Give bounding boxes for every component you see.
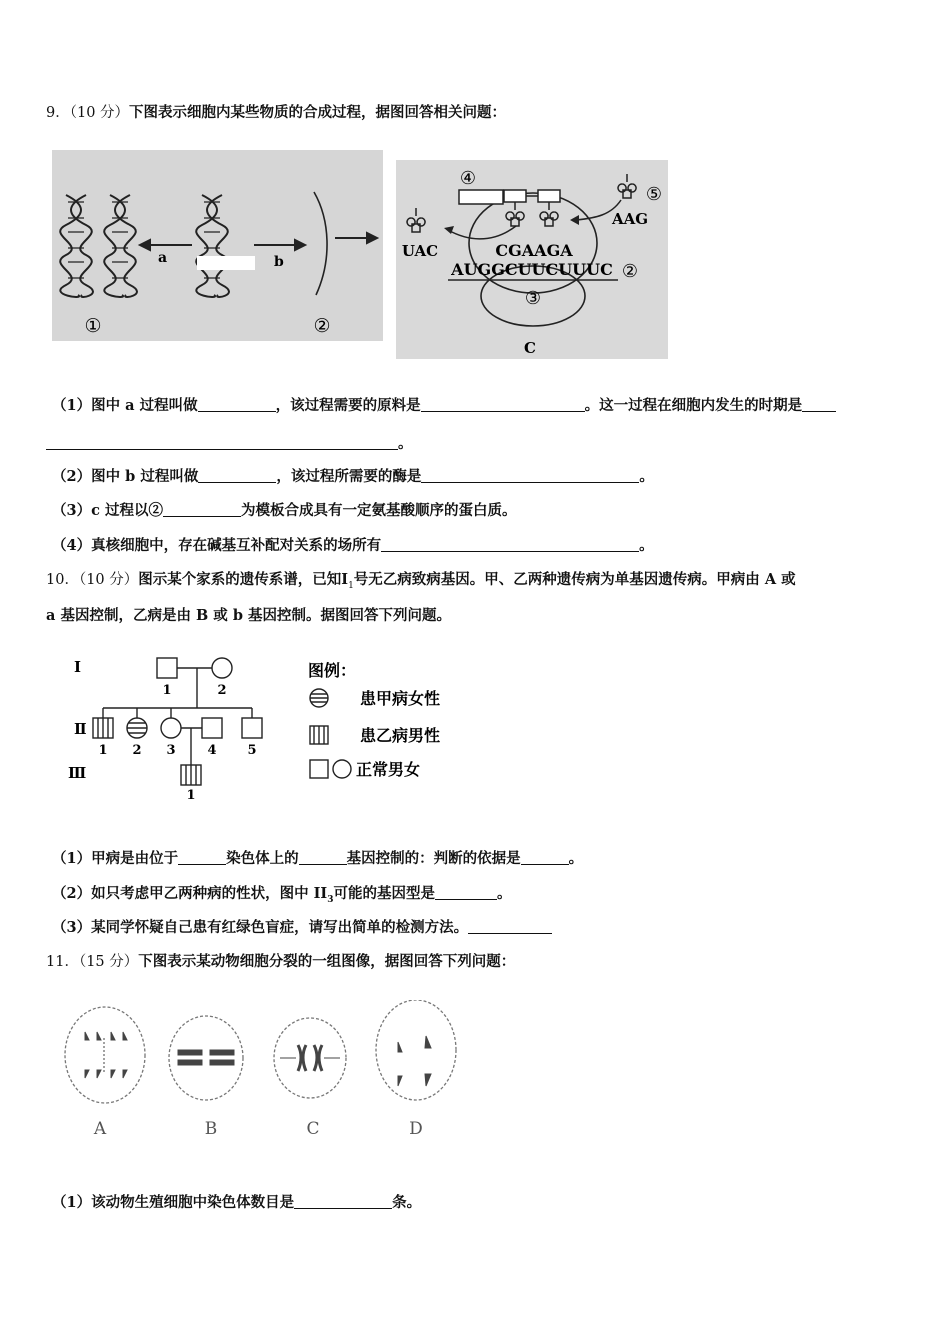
q11-part1 (52, 1193, 421, 1213)
q10-p1-text-b: 染色体上的 (226, 850, 299, 867)
q9-p3-blank[interactable] (163, 502, 241, 517)
q11-p1-text-b: 条。 (392, 1194, 422, 1211)
q10-text-3: a 基因控制，乙病是由 B 或 b 基因控制。据图回答下列问题。 (46, 607, 452, 624)
label-2: ② (313, 315, 331, 337)
q9-p1-blank-3a[interactable] (802, 397, 836, 412)
q9-text: 下图表示细胞内某些物质的合成过程，据图回答相关问题： (129, 104, 507, 121)
q9-part1-line1 (52, 396, 836, 416)
i2-normal-female (212, 658, 232, 678)
q9-p2-end: 。 (639, 468, 654, 485)
q10-p2-text-a: （2）如只考虑甲乙两种病的性状，图中 II (52, 885, 328, 902)
gen-label-3: Ⅲ (68, 764, 87, 782)
cell-label-b: B (204, 1119, 218, 1139)
q10-p3-text-a: （3）某同学怀疑自己患有红绿色盲症，请写出简单的检测方法。 (52, 919, 469, 936)
ii5-label: 5 (247, 743, 257, 758)
q9-p1-blank-2[interactable] (421, 397, 585, 412)
q11-p1-blank[interactable] (294, 1194, 392, 1209)
label-anticodons: CGAAGA (495, 241, 573, 260)
legend-3: 正常男女 (356, 760, 421, 779)
label-2-right: ② (621, 261, 639, 282)
q9-p2-text-b: ，该过程所需要的酶是 (276, 468, 422, 485)
q10-pedigree (60, 650, 480, 800)
translation-diagram (396, 160, 668, 359)
q11-number: 11． (46, 954, 79, 970)
q10-part1 (52, 849, 583, 869)
q9-figure-left (52, 150, 383, 341)
ii4-normal-male (202, 718, 222, 738)
q9-p4-end: 。 (639, 537, 654, 554)
ii1-label: 1 (98, 743, 108, 758)
ii4-label: 4 (207, 743, 217, 758)
q10-text-1: 图示某个家系的遗传系谱，已知Ⅰ (138, 571, 349, 588)
cell-division-diagram (58, 1000, 458, 1150)
ii3-normal-female (161, 718, 181, 738)
q9-p3-text-b: 为模板合成具有一定氨基酸顺序的蛋白质。 (240, 502, 517, 519)
i1-normal-male (157, 658, 177, 678)
q9-figure-right (396, 160, 668, 359)
q11-p1-text-a: （1）该动物生殖细胞中染色体数目是 (52, 1194, 295, 1211)
q9-p1-text-a: （1）图中 a 过程叫做 (52, 397, 198, 414)
q10-text-2: 号无乙病致病基因。甲、乙两种遗传病为单基因遗传病。甲病由 A 或 (353, 571, 796, 588)
q10-heading-line2 (46, 606, 451, 626)
gen-label-2: Ⅱ (74, 720, 87, 738)
q9-score: （10 分） (69, 105, 130, 121)
q9-part1-line2 (46, 434, 413, 454)
q11-heading (46, 952, 515, 972)
iii1-label: 1 (186, 788, 196, 800)
q9-p2-blank-1[interactable] (198, 468, 276, 483)
label-uac: UAC (401, 242, 439, 260)
label-5: ⑤ (645, 184, 663, 205)
q9-p4-text-a: （4）真核细胞中，存在碱基互补配对关系的场所有 (52, 537, 382, 554)
label-aag: AAG (611, 210, 649, 228)
label-1: ① (84, 315, 102, 337)
cell-d (376, 1000, 456, 1100)
q9-part2 (52, 467, 654, 487)
ii2-label: 2 (132, 743, 142, 758)
q9-heading (46, 103, 506, 123)
q10-p1-blank-2[interactable] (299, 850, 347, 865)
q10-part2 (52, 884, 511, 910)
q9-p3-text-a: （3）c 过程以② (52, 502, 163, 519)
q10-p3-blank[interactable] (468, 919, 552, 934)
q11-text: 下图表示某动物细胞分裂的一组图像，据图回答下列问题： (138, 953, 516, 970)
ii5-normal-male (242, 718, 262, 738)
q10-p2-text-b: 可能的基因型是 (333, 885, 435, 902)
cell-label-d: D (409, 1119, 423, 1139)
q9-p1-end: 。 (398, 435, 413, 452)
q9-part3 (52, 501, 516, 521)
q10-number: 10． (46, 572, 79, 588)
legend-normal-male-icon (310, 760, 328, 778)
q9-p1-text-b: ，该过程需要的原料是 (275, 397, 421, 414)
pedigree-diagram (60, 650, 480, 800)
q10-p2-blank[interactable] (435, 885, 497, 900)
q10-sub-1: 1 (348, 580, 354, 591)
cell-b (169, 1016, 243, 1100)
q10-p1-text-c: 基因控制的：判断的依据是 (346, 850, 521, 867)
q9-number: 9． (46, 105, 70, 121)
q10-part3 (52, 918, 552, 938)
cell-label-c: C (306, 1119, 320, 1139)
q10-p1-blank-1[interactable] (178, 850, 226, 865)
q11-cell-figure (58, 1000, 458, 1150)
i2-label: 2 (217, 683, 227, 698)
q9-p4-blank[interactable] (381, 537, 639, 552)
legend-normal-female-icon (333, 760, 351, 778)
label-4: ④ (459, 168, 477, 189)
q9-p1-text-c: 。这一过程在细胞内发生的时期是 (584, 397, 803, 414)
q9-p1-blank-1[interactable] (198, 397, 276, 412)
q10-p2-end: 。 (496, 885, 512, 902)
q9-p2-text-a: （2）图中 b 过程叫做 (52, 468, 199, 485)
q10-heading-line1 (46, 570, 796, 596)
q10-score: （10 分） (78, 572, 139, 588)
peptide-box (459, 190, 503, 204)
q9-p2-blank-2[interactable] (421, 468, 639, 483)
legend-title: 图例： (308, 661, 357, 680)
dna-process-diagram (52, 150, 383, 341)
label-b: b (274, 254, 284, 270)
label-mrna: AUGGCUUCUUUC (451, 260, 613, 279)
q10-p1-blank-3[interactable] (521, 850, 569, 865)
q9-part4 (52, 536, 654, 556)
q11-score: （15 分） (78, 954, 139, 970)
label-3: ③ (524, 288, 542, 309)
q10-p1-end: 。 (568, 850, 584, 867)
q10-p1-text-a: （1）甲病是由位于 (52, 850, 179, 867)
legend-2: 患乙病男性 (360, 726, 441, 745)
label-a: a (158, 250, 168, 266)
label-c: C (524, 339, 536, 357)
cell-a (65, 1007, 145, 1103)
i1-label: 1 (162, 683, 172, 698)
cell-label-a: A (93, 1119, 107, 1139)
q10-p2-sub: 3 (327, 894, 334, 905)
white-patch (197, 256, 255, 270)
gen-label-1: Ⅰ (74, 658, 82, 676)
q9-p1-blank-3b[interactable] (46, 435, 398, 450)
ii3-label: 3 (166, 743, 176, 758)
legend-1: 患甲病女性 (360, 689, 441, 708)
